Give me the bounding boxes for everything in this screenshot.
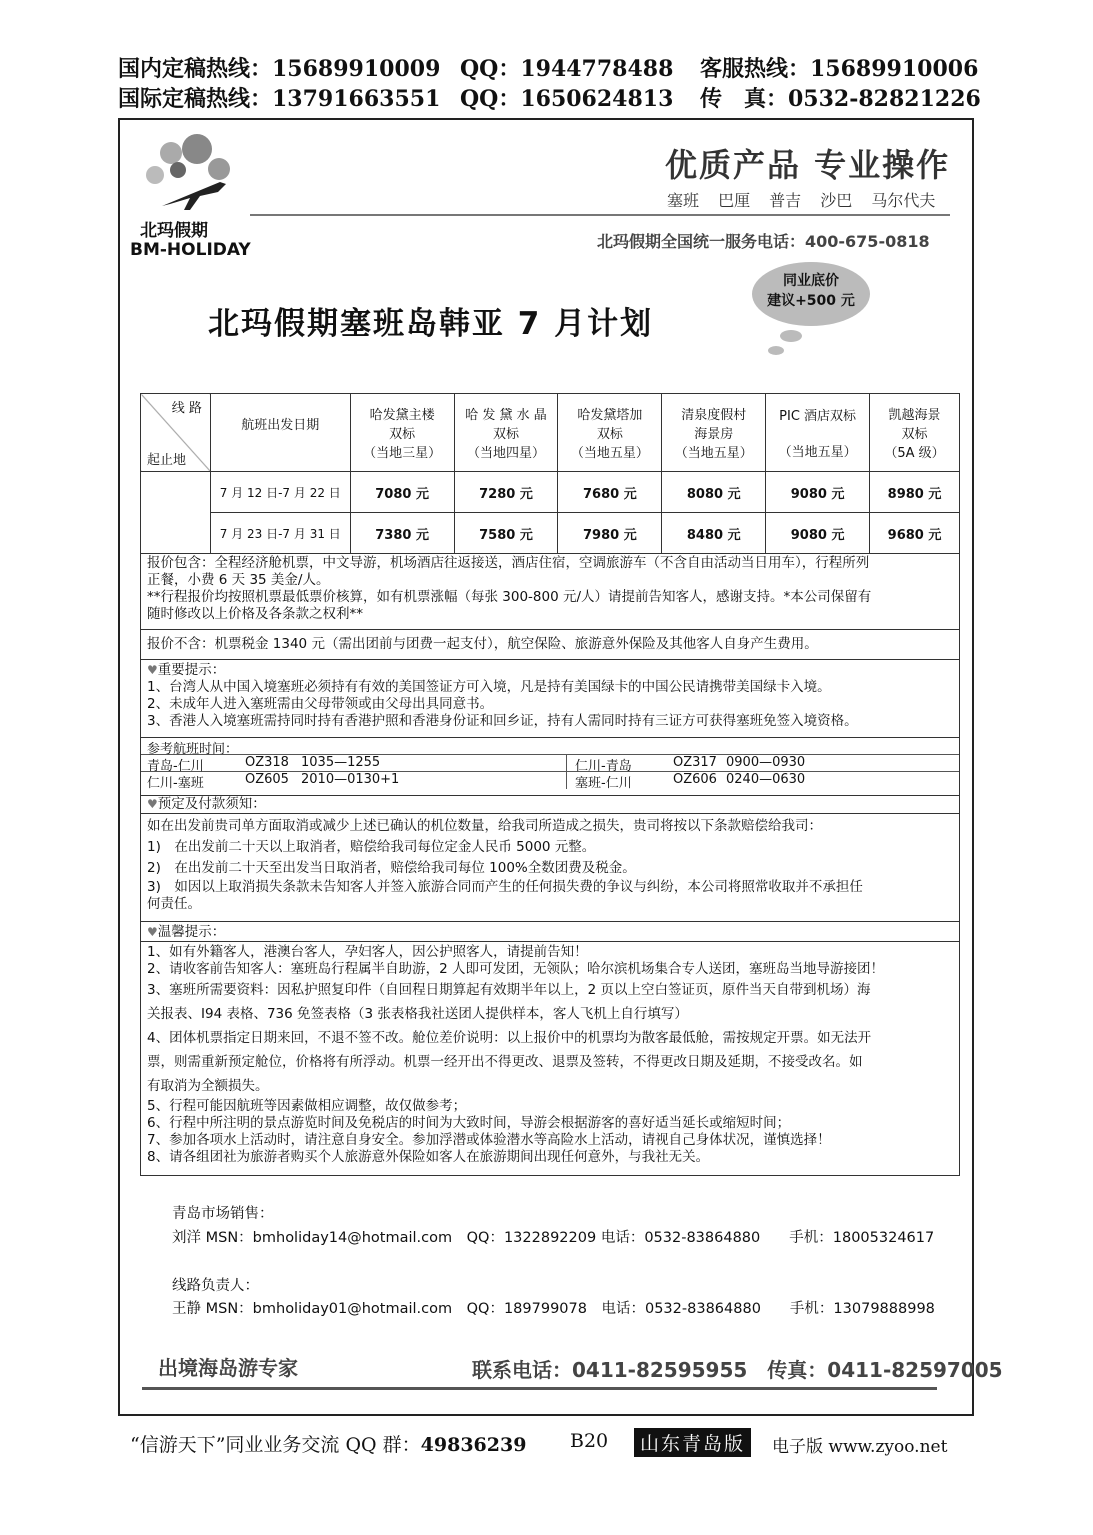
booking-title-row bbox=[140, 796, 960, 814]
bubble-line-2: 建议+500 元 bbox=[767, 293, 855, 309]
hotel-header: 哈 发 黛 水 晶 双标 （当地四星） bbox=[454, 394, 558, 472]
origin-cell bbox=[141, 472, 211, 554]
tip-line: 6、行程中所注明的景点游览时间及免税店的时间为大致时间，导游会根据游客的喜好适当延长或缩短时间； bbox=[147, 1115, 791, 1131]
booking-line: 如在出发前贵司单方面取消或减少上述已确认的机位数量，给我司所造成之损失，贵司将按以下条款赔偿给我司： bbox=[147, 818, 822, 834]
hotel-header: 凯越海景 双标 （5A 级） bbox=[870, 394, 960, 472]
domestic-hotline: 国内定稿热线：15689910009 bbox=[118, 56, 441, 82]
brand-hotline: 北玛假期全国统一服务电话：400-675-0818 bbox=[597, 232, 930, 251]
price-cell: 9680 元 bbox=[870, 513, 960, 554]
intl-hotline: 国际定稿热线：13791663551 bbox=[118, 86, 441, 112]
page-title: 北玛假期塞班岛韩亚 7 月计划 bbox=[208, 306, 654, 342]
includes-line: 报价包含：全程经济舱机票，中文导游，机场酒店往返接送，酒店住宿，空调旅游车（不含自由活动当日用车），行程所列 bbox=[147, 555, 870, 571]
manager-contact: 王静 MSN：bmholiday01@hotmail.com QQ：189799078 电话：0532-83864880 手机：13079888998 bbox=[172, 1301, 935, 1317]
price-cell: 7380 元 bbox=[350, 513, 454, 554]
airplane-icon bbox=[160, 176, 230, 212]
price-cell: 9080 元 bbox=[766, 472, 870, 513]
page-number: B20 bbox=[570, 1430, 609, 1452]
bubble-line-1: 同业底价 bbox=[783, 273, 839, 289]
booking-line: 1) 在出发前二十天以上取消者，赔偿给我司每位定金人民币 5000 元整。 bbox=[147, 839, 596, 855]
price-cell: 8480 元 bbox=[662, 513, 766, 554]
tip-line: 5、行程可能因航班等因素做相应调整，故仅做参考； bbox=[147, 1098, 467, 1114]
bottom-contact: 联系电话：0411-82595955 传真：0411-82597005 bbox=[472, 1358, 1003, 1382]
sales-title: 青岛市场销售： bbox=[172, 1206, 274, 1222]
price-cell: 7580 元 bbox=[454, 513, 558, 554]
tips-title: 温馨提示： bbox=[157, 924, 226, 940]
includes-line: **行程报价均按照机票最低票价核算，如有机票涨幅（每张 300-800 元/人）请提前告知客人，感谢支持。*本公司保留有 bbox=[147, 589, 872, 605]
tips-title-row bbox=[140, 922, 960, 942]
price-cell: 7280 元 bbox=[454, 472, 558, 513]
tip-line: 2、请收客前告知客人：塞班岛行程属半自助游，2 人即可发团，无领队；哈尔滨机场集合专人送团，塞班岛当地导游接团！ bbox=[147, 961, 884, 977]
fax: 传 真：0532-82821226 bbox=[700, 86, 981, 112]
heart-icon: ♥ bbox=[147, 797, 158, 811]
tip-line: 3、塞班所需要资料：因私护照复印件（自回程日期算起有效期半年以上，2 页以上空白签证页，原件当天自带到机场）海 bbox=[147, 982, 871, 998]
manager-title: 线路负责人： bbox=[172, 1278, 259, 1294]
corner-bottom: 起止地 bbox=[147, 453, 187, 468]
price-bubble bbox=[752, 262, 870, 326]
brand-name-en: BM-HOLIDAY bbox=[130, 240, 251, 260]
tip-line: 票，则需重新预定舱位，价格将有所浮动。机票一经开出不得更改、退票及签转，不得更改日期及延期，不接受改名。如 bbox=[147, 1054, 863, 1070]
corner-top: 线 路 bbox=[171, 401, 202, 416]
important-item: 1、台湾人从中国入境塞班必须持有有效的美国签证方可入境，凡是持有美国绿卡的中国公民请携带美国绿卡入境。 bbox=[147, 679, 831, 695]
bottom-divider bbox=[142, 1387, 937, 1390]
footer-right: 电子版 www.zyoo.net bbox=[772, 1437, 948, 1457]
brand-name-cn: 北玛假期 bbox=[140, 221, 208, 241]
corner-cell bbox=[141, 394, 211, 472]
slogan: 优质产品 专业操作 bbox=[665, 146, 951, 184]
tip-line: 有取消为全额损失。 bbox=[147, 1078, 269, 1094]
excludes-line: 报价不含：机票税金 1340 元（需出团前与团费一起支付），航空保险、旅游意外保险及其他客人自身产生费用。 bbox=[147, 636, 818, 652]
important-title: 重要提示： bbox=[157, 662, 226, 678]
important-section bbox=[140, 660, 960, 738]
heart-icon: ♥ bbox=[147, 925, 158, 939]
price-cell: 8980 元 bbox=[870, 472, 960, 513]
heart-icon: ♥ bbox=[147, 663, 158, 677]
booking-section bbox=[140, 814, 960, 922]
domestic-qq: QQ：1944778488 bbox=[460, 56, 674, 82]
booking-line: 何责任。 bbox=[147, 896, 201, 912]
price-cell: 7980 元 bbox=[558, 513, 662, 554]
logo bbox=[130, 130, 250, 260]
price-cell: 8080 元 bbox=[662, 472, 766, 513]
flights-section bbox=[140, 738, 960, 796]
price-table bbox=[140, 393, 960, 554]
service-hotline: 客服热线：15689910006 bbox=[700, 56, 979, 82]
hotel-header: PIC 酒店双标 （当地五星） bbox=[766, 394, 870, 472]
footer-qq: 49836239 bbox=[420, 1434, 527, 1456]
flights-title-row bbox=[141, 738, 959, 755]
expert-tagline: 出境海岛游专家 bbox=[158, 1356, 298, 1380]
edition-badge: 山东青岛版 bbox=[634, 1428, 751, 1457]
price-cell: 9080 元 bbox=[766, 513, 870, 554]
tip-line: 4、团体机票指定日期来回，不退不签不改。舱位差价说明：以上报价中的机票均为散客最低舱，需按规定开票。如无法开 bbox=[147, 1030, 872, 1046]
divider bbox=[250, 214, 950, 216]
flight-row: 仁川-塞班 OZ605 2010—0130+1 塞班-仁川 OZ606 0240—0630 bbox=[147, 772, 806, 791]
important-item: 3、香港人入境塞班需持同时持有香港护照和香港身份证和回乡证，持有人需同时持有三证方可获得塞班免签入境资格。 bbox=[147, 713, 858, 729]
bubble-dot bbox=[768, 346, 784, 355]
footer-left: “信游天下”同业业务交流 QQ 群：49836239 bbox=[130, 1434, 527, 1456]
includes-section bbox=[140, 553, 960, 630]
price-cell: 7680 元 bbox=[558, 472, 662, 513]
tip-line: 7、参加各项水上活动时，请注意自身安全。参加浮潜或体验潜水等高险水上活动，请视自己身体状况，谨慎选择！ bbox=[147, 1132, 831, 1148]
includes-line: 正餐，小费 6 天 35 美金/人。 bbox=[147, 572, 330, 588]
bubble-dot bbox=[780, 330, 802, 342]
includes-line: 随时修改以上价格及各条款之权利** bbox=[147, 606, 363, 622]
booking-title: 预定及付款须知： bbox=[157, 796, 266, 812]
booking-line: 3) 如因以上取消损失条款未告知客人并签入旅游合同而产生的任何损失费的争议与纠纷，本公司将照常收取并不承担任 bbox=[147, 879, 863, 895]
tip-line: 1、如有外籍客人，港澳台客人，孕妇客人，因公护照客人，请提前告知！ bbox=[147, 944, 588, 960]
tip-line: 关报表、I94 表格、736 免签表格（3 张表格我社送团人提供样本，客人飞机上自行填写） bbox=[147, 1006, 688, 1022]
price-cell: 7080 元 bbox=[350, 472, 454, 513]
date-cell: 7 月 23 日-7 月 31 日 bbox=[210, 513, 350, 554]
intl-qq: QQ：1650624813 bbox=[460, 86, 674, 112]
date-header: 航班出发日期 bbox=[210, 394, 350, 472]
tips-section bbox=[140, 942, 960, 1176]
destinations: 塞班 巴厘 普吉 沙巴 马尔代夫 bbox=[667, 191, 936, 210]
date-cell: 7 月 12 日-7 月 22 日 bbox=[210, 472, 350, 513]
sales-contact: 刘洋 MSN：bmholiday14@hotmail.com QQ：1322892209 电话：0532-83864880 手机：18005324617 bbox=[172, 1230, 935, 1246]
important-item: 2、未成年人进入塞班需由父母带领或由父母出具同意书。 bbox=[147, 696, 494, 712]
flight-row: 青岛-仁川 OZ318 1035—1255 仁川-青岛 OZ317 0900—0930 bbox=[141, 755, 959, 772]
flights-title: 参考航班时间： bbox=[147, 742, 239, 757]
hotel-header: 哈发黛塔加 双标 （当地五星） bbox=[558, 394, 662, 472]
booking-line: 2) 在出发前二十天至出发当日取消者，赔偿给我司每位 100%全数团费及税金。 bbox=[147, 860, 636, 876]
hotel-header: 清泉度假村 海景房 （当地五星） bbox=[662, 394, 766, 472]
hotel-header: 哈发黛主楼 双标 （当地三星） bbox=[350, 394, 454, 472]
excludes-section bbox=[140, 630, 960, 660]
tip-line: 8、请各组团社为旅游者购买个人旅游意外保险如客人在旅游期间出现任何意外，与我社无关。 bbox=[147, 1149, 710, 1165]
